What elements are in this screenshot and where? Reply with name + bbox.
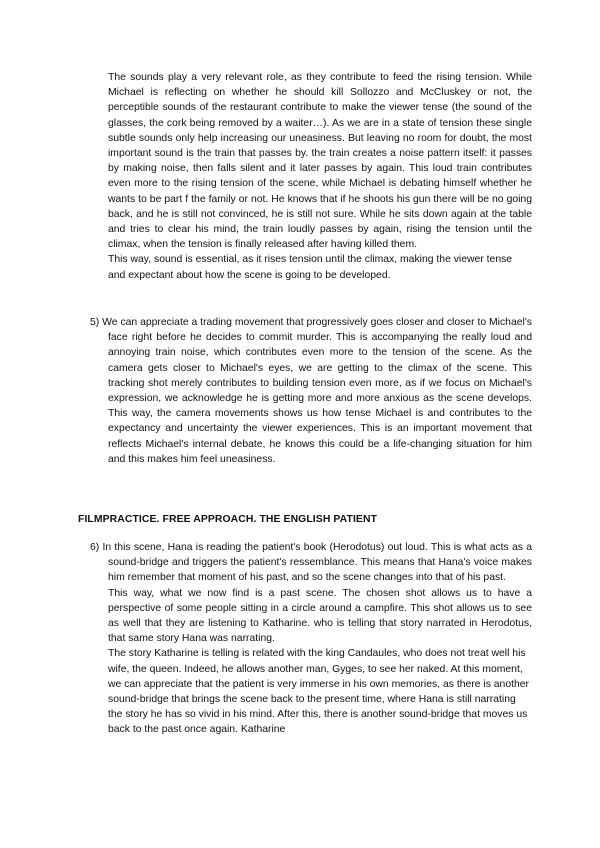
item-6-number: 6) <box>90 542 100 553</box>
intro-section <box>108 70 532 283</box>
item-5-number: 5) <box>90 317 100 328</box>
list-item-6 <box>90 540 532 738</box>
item-5-paragraph <box>90 315 532 467</box>
intro-conclusion: This way, sound is essential, as it rises tension until the climax, making the viewer tense and expectant about how the scene is going to be developed. <box>108 254 513 281</box>
section-heading: FILMPRACTICE. FREE APPROACH. THE ENGLISH PATIENT <box>78 514 378 525</box>
list-item-5 <box>90 315 532 467</box>
item-6-paragraph-1 <box>90 540 532 586</box>
item-6-paragraph-3: The story Katharine is telling is related with the king Candaules, who does not treat well his wife, the queen. Indeed, he allows another man, Gyges, to see her naked. At this moment, we can appreciate that the patient is very immerse in his own memories, as there is another sound-bridge that brings the scene back to the present time, where Hana is still narrating the story he has so vivid in his mind. After this, there is another sound-bridge that moves us back to the past once again. Katharine <box>108 648 530 736</box>
intro-paragraph: The sounds play a very relevant role, as they contribute to feed the rising tension. While Michael is reflecting on whether he should kill Sollozzo and McCluskey or not, the perceptible sounds of the restaurant contribute to make the viewer tense (the sound of the glasses, the cork being removed by a waiter…). As we are in a state of tension these single subtle sounds only help increasing our uneasiness. But leaving no room for doubt, the most important sound is the train that passes by. the train creates a noise pattern itself: it passes by making noise, then falls silent and it later passes by again. This loud train contributes even more to the rising tension of the scene, while Michael is debating himself whether he wants to be part f the family or not. He knows that if he shoots his gun there will be no going back, and he is still not convinced, he is still not sure. While he sits down again at the table and tries to clear his mind, the train loudly passes by again, rising the tension until the climax, when the tension is finally released after having killed them. <box>108 72 532 251</box>
item-5-text: We can appreciate a trading movement that progressively goes closer and closer to Michael's face right before he decides to commit murder. This is accompanying the really loud and annoying train noise, which contributes even more to the tension of the scene. As the camera gets closer to Michael's eyes, we are getting to the climax of the scene. This tracking shot merely contributes to building tension even more, as if we focus on Michael's expression, we acknowledge he is getting more and more anxious as the scene develops. This way, the camera movements shows us how tense Michael is and contributes to the expectancy and uncertainty the viewer experiences. This is an important movement that reflects Michael's internal debate, he knows this could be a life-changing situation for him and this makes him feel uneasiness. <box>102 317 532 465</box>
item-6-text-1: In this scene, Hana is reading the patient's book (Herodotus) out loud. This is what acts as a sound-bridge and triggers the patient's ressemblance. This means that Hana's voice makes him remember that moment of his past, and so the scene changes into that of his past. <box>102 542 532 584</box>
item-6-paragraph-2: This way, what we now find is a past scene. The chosen shot allows us to have a perspective of some people sitting in a circle around a campfire. This shot allows us to see as well that they are listening to Katharine. who is telling that story narrated in Herodotus, that same story Hana was narrating. <box>108 587 532 645</box>
